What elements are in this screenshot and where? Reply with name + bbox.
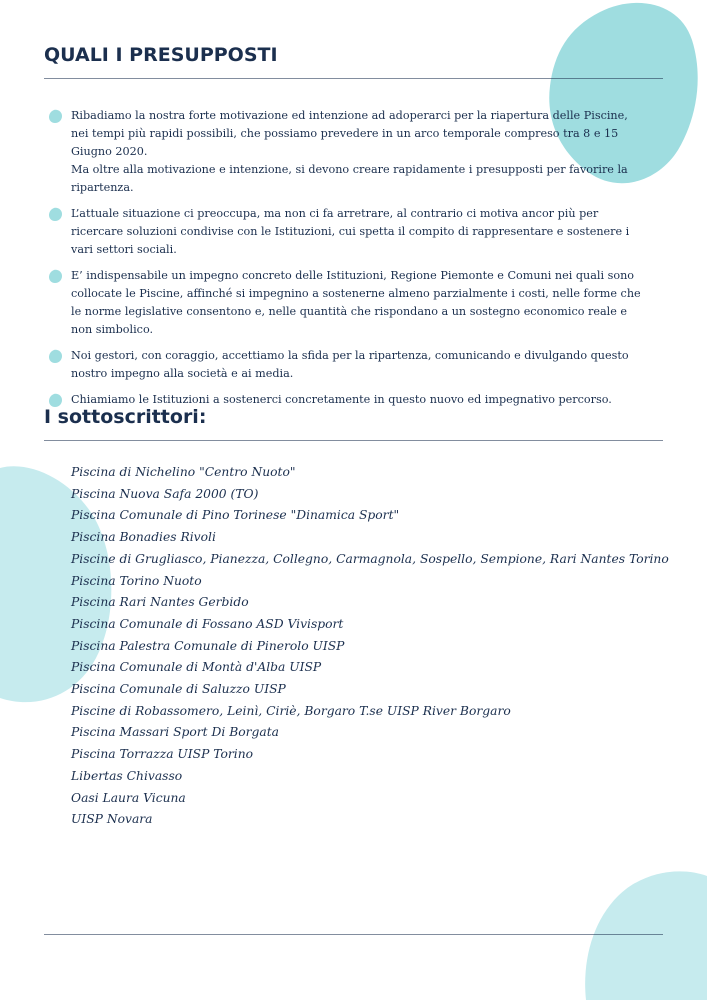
section-title-presupposti: QUALI I PRESUPPOSTI (44, 44, 278, 66)
section-title-sottoscrittori: I sottoscrittori: (44, 406, 207, 428)
signer-item: Piscine di Robassomero, Leinì, Ciriè, Borgaro T.se UISP River Borgaro (71, 703, 511, 718)
bullet-blob-icon (48, 109, 63, 124)
signer-item: Piscina Nuova Safa 2000 (TO) (71, 486, 259, 501)
bullet-item (48, 267, 648, 339)
signer-item: Piscina Rari Nantes Gerbido (71, 595, 249, 610)
bullet-blob-icon (48, 207, 63, 222)
bullet-blob-icon (48, 269, 63, 284)
signer-item: Piscina Torrazza UISP Torino (71, 747, 254, 762)
bullet-text: L’attuale situazione ci preoccupa, ma non ci fa arretrare, al contrario ci motiva ancor più per ricercare soluzioni condivise con le Istituzioni, cui spetta il compito di rappresentare e sostenere i vari settori sociali. (71, 207, 630, 256)
bullet-text: E’ indispensabile un impegno concreto delle Istituzioni, Regione Piemonte e Comuni nei quali sono collocate le Piscine, affinché si impegnino a sostenerne almeno parzialmente i costi, nelle forme che le norme legislative consentono e, nelle quantità che rispondano a un sostegno economico reale e non simbolico. (71, 269, 641, 336)
bullet-text: Chiamiamo le Istituzioni a sostenerci concretamente in questo nuovo ed impegnativo percorso. (71, 393, 612, 406)
decorative-blob-bottom-right (580, 870, 707, 1000)
bullet-blob-icon (48, 349, 63, 364)
bullet-text: Ma oltre alla motivazione e intenzione, si devono creare rapidamente i presupposti per favorire la ripartenza. (71, 163, 628, 194)
signer-item: Piscina Comunale di Montà d'Alba UISP (71, 660, 322, 675)
signer-item: Piscina Comunale di Saluzzo UISP (71, 682, 286, 697)
signer-item: Piscina Torino Nuoto (71, 573, 202, 588)
bullet-item (48, 347, 648, 383)
sottoscrittori-list (71, 462, 669, 831)
signer-item: Piscina Bonadies Rivoli (71, 530, 216, 545)
signer-item: Piscina di Nichelino "Centro Nuoto" (71, 465, 296, 479)
signer-item: Piscine di Grugliasco, Pianezza, Collegno, Carmagnola, Sospello, Sempione, Rari Nantes Torino (71, 551, 669, 566)
signer-item: Libertas Chivasso (71, 768, 183, 783)
signer-item: Piscina Massari Sport Di Borgata (71, 725, 280, 740)
signer-item: Oasi Laura Vicuna (71, 790, 186, 805)
bullet-item (48, 107, 648, 197)
sottoscrittori-divider (44, 440, 663, 441)
bullet-text: Ribadiamo la nostra forte motivazione ed intenzione ad adoperarci per la riapertura delle Piscine, nei tempi più rapidi possibili, che possiamo prevedere in un arco temporale compreso tra 8 e 15 Giugno 2020. (71, 109, 628, 158)
signer-item: UISP Novara (71, 812, 153, 827)
title-divider (44, 78, 663, 79)
presupposti-list (48, 107, 648, 417)
signer-item: Piscina Comunale di Fossano ASD Vivisport (71, 616, 344, 631)
bullet-text: Noi gestori, con coraggio, accettiamo la sfida per la ripartenza, comunicando e divulgando questo nostro impegno alla società e ai media. (71, 349, 629, 380)
footer-divider (44, 934, 663, 935)
signer-item: Piscina Palestra Comunale di Pinerolo UISP (71, 638, 345, 653)
signer-item: Piscina Comunale di Pino Torinese "Dinamica Sport" (71, 508, 400, 523)
bullet-item (48, 205, 648, 259)
